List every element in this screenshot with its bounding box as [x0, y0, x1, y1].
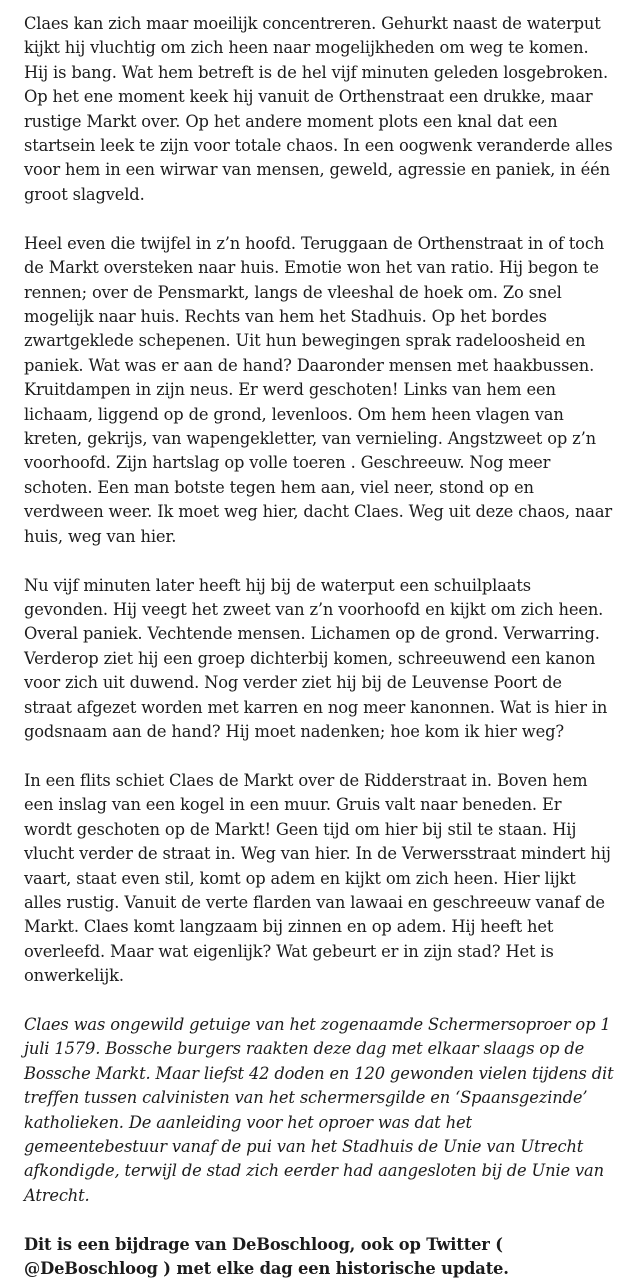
- article-body: [24, 12, 614, 1282]
- story-paragraph-4: In een flits schiet Claes de Markt over de Ridderstraat in. Boven hem een inslag van een kogel in een muur. Gruis valt naar beneden. Er wordt geschoten op de Markt! Geen tijd om hier bij stil te staan. Hij vlucht verder de straat in. Weg van hier. In de Verwersstraat mindert hij vaart, staat even stil, komt op adem en kijkt om zich heen. Hier lijkt alles rustig. Vanuit de verte flarden van lawaai en geschreeuw vanaf de Markt. Claes komt langzaam bij zinnen en op adem. Hij heeft het overleefd. Maar wat eigenlijk? Wat gebeurt er in zijn stad? Het is onwerkelijk.: [24, 770, 611, 986]
- story-paragraph-1: Claes kan zich maar moeilijk concentreren. Gehurkt naast de waterput kijkt hij vluchtig om zich heen naar mogelijkheden om weg te komen. Hij is bang. Wat hem betreft is de hel vijf minuten geleden losgebroken. Op het ene moment keek hij vanuit de Orthenstraat een drukke, maar rustige Markt over. Op het andere moment plots een knal dat een startsein leek te zijn voor totale chaos. In een oogwenk veranderde alles voor hem in een wirwar van mensen, geweld, agressie en paniek, in één groot slagveld.: [24, 14, 613, 204]
- credit-line: Dit is een bijdrage van DeBoschloog, ook op Twitter ( @DeBoschloog ) met elke dag een historische update.: [24, 1234, 509, 1279]
- historical-note: Claes was ongewild getuige van het zogenaamde Schermersoproer op 1 juli 1579. Bossche burgers raakten deze dag met elkaar slaags op de Bossche Markt. Maar liefst 42 doden en 120 gewonden vielen tijdens dit treffen tussen calvinisten van het schermersgilde en ‘Spaansgezinde’ katholieken. De aanleiding voor het oproer was dat het gemeentebestuur vanaf de pui van het Stadhuis de Unie van Utrecht afkondigde, terwijl de stad zich eerder had aangesloten bij de Unie van Atrecht.: [24, 1015, 614, 1205]
- story-paragraph-3: Nu vijf minuten later heeft hij bij de waterput een schuilplaats gevonden. Hij veegt het zweet van z’n voorhoofd en kijkt om zich heen. Overal paniek. Vechtende mensen. Lichamen op de grond. Verwarring. Verderop ziet hij een groep dichterbij komen, schreeuwend een kanon voor zich uit duwend. Nog verder ziet hij bij de Leuvense Poort de straat afgezet worden met karren en nog meer kanonnen. Wat is hier in godsnaam aan de hand? Hij moet nadenken; hoe kom ik hier weg?: [24, 575, 608, 741]
- story-paragraph-2: Heel even die twijfel in z’n hoofd. Teruggaan de Orthenstraat in of toch de Markt oversteken naar huis. Emotie won het van ratio. Hij begon te rennen; over de Pensmarkt, langs de vleeshal de hoek om. Zo snel mogelijk naar huis. Rechts van hem het Stadhuis. Op het bordes zwartgeklede schepenen. Uit hun bewegingen sprak radeloosheid en paniek. Wat was er aan de hand? Daaronder mensen met haakbussen. Kruitdampen in zijn neus. Er werd geschoten! Links van hem een lichaam, liggend op de grond, levenloos. Om hem heen vlagen van kreten, gekrijs, van wapengekletter, van vernieling. Angstzweet op z’n voorhoofd. Zijn hartslag op volle toeren . Geschreeuw. Nog meer schoten. Een man botste tegen hem aan, viel neer, stond op en verdween weer. Ik moet weg hier, dacht Claes. Weg uit deze chaos, naar huis, weg van hier.: [24, 233, 613, 546]
